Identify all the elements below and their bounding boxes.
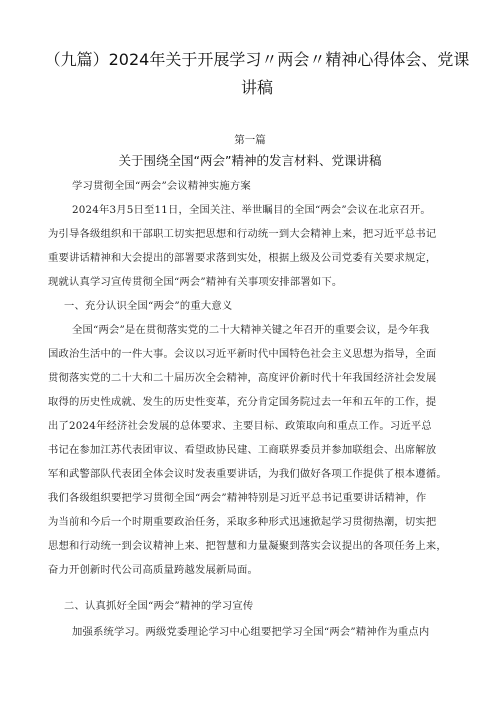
body-line: 奋力开创新时代公司高质量跨越发展新局面。 xyxy=(48,564,258,576)
body-line: 为当前和今后一个时期重要政治任务，采取多种形式迅速掀起学习贯彻热潮，切实把 xyxy=(48,516,437,528)
body-line: 军和武警部队代表团全体会议时发表重要讲话，为我们做好各项工作提供了根本遵循。 xyxy=(48,468,447,480)
section-heading: 二、认真抓好全国“两会”精神的学习宣传 xyxy=(64,600,254,612)
document-title: （九篇）2024年关于开展学习〃两会〃精神心得体会、党课讲稿 xyxy=(44,50,470,97)
body-line: 贯彻落实党的二十大和二十届历次全会精神，高度评价新时代十年我国经济社会发展 xyxy=(48,372,437,384)
body-line: 书记在参加江苏代表团审议、看望政协民建、工商联界委员并参加联组会、出席解放 xyxy=(48,444,437,456)
section-heading: 一、充分认识全国“两会”的重大意义 xyxy=(64,300,233,312)
body-line: 重要讲话精神和大会提出的部署要求落到实处，根据上级及公司党委有关要求规定， xyxy=(48,252,437,264)
body-line: 取得的历史性成就、发生的历史性变革，充分肯定国务院过去一年和五年的工作，提 xyxy=(48,396,437,408)
plan-heading: 学习贯彻全国“两会”会议精神实施方案 xyxy=(72,180,251,192)
section-subtitle: 关于围绕全国“两会”精神的发言材料、党课讲稿 xyxy=(118,153,382,168)
body-line: 国政治生活中的一件大事。会议以习近平新时代中国特色社会主义思想为指导，全面 xyxy=(48,348,437,360)
part-label: 第一篇 xyxy=(234,134,266,146)
body-line: 加强系统学习。两级党委理论学习中心组要把学习全国“两会”精神作为重点内 xyxy=(72,626,430,638)
body-line: 全国“两会”是在贯彻落实党的二十大精神关键之年召开的重要会议，是今年我 xyxy=(72,324,430,336)
body-line: 出了2024年经济社会发展的总体要求、主要目标、政策取向和重点工作。习近平总 xyxy=(48,420,432,432)
body-line: 思想和行动统一到会议精神上来、把智慧和力量凝聚到落实会议提出的各项任务上来， xyxy=(48,540,447,552)
body-line: 2024年3月5日至11日，全国关注、举世瞩目的全国“两会”会议在北京召开。 xyxy=(72,204,431,216)
body-line: 现就认真学习宣传贯彻全国“两会”精神有关事项安排部署如下。 xyxy=(48,276,343,288)
body-line: 为引导各级组织和干部职工切实把思想和行动统一到大会精神上来，把习近平总书记 xyxy=(48,228,437,240)
body-line: 我们各级组织要把学习贯彻全国“两会”精神特别是习近平总书记重要讲话精神，作 xyxy=(48,492,427,504)
